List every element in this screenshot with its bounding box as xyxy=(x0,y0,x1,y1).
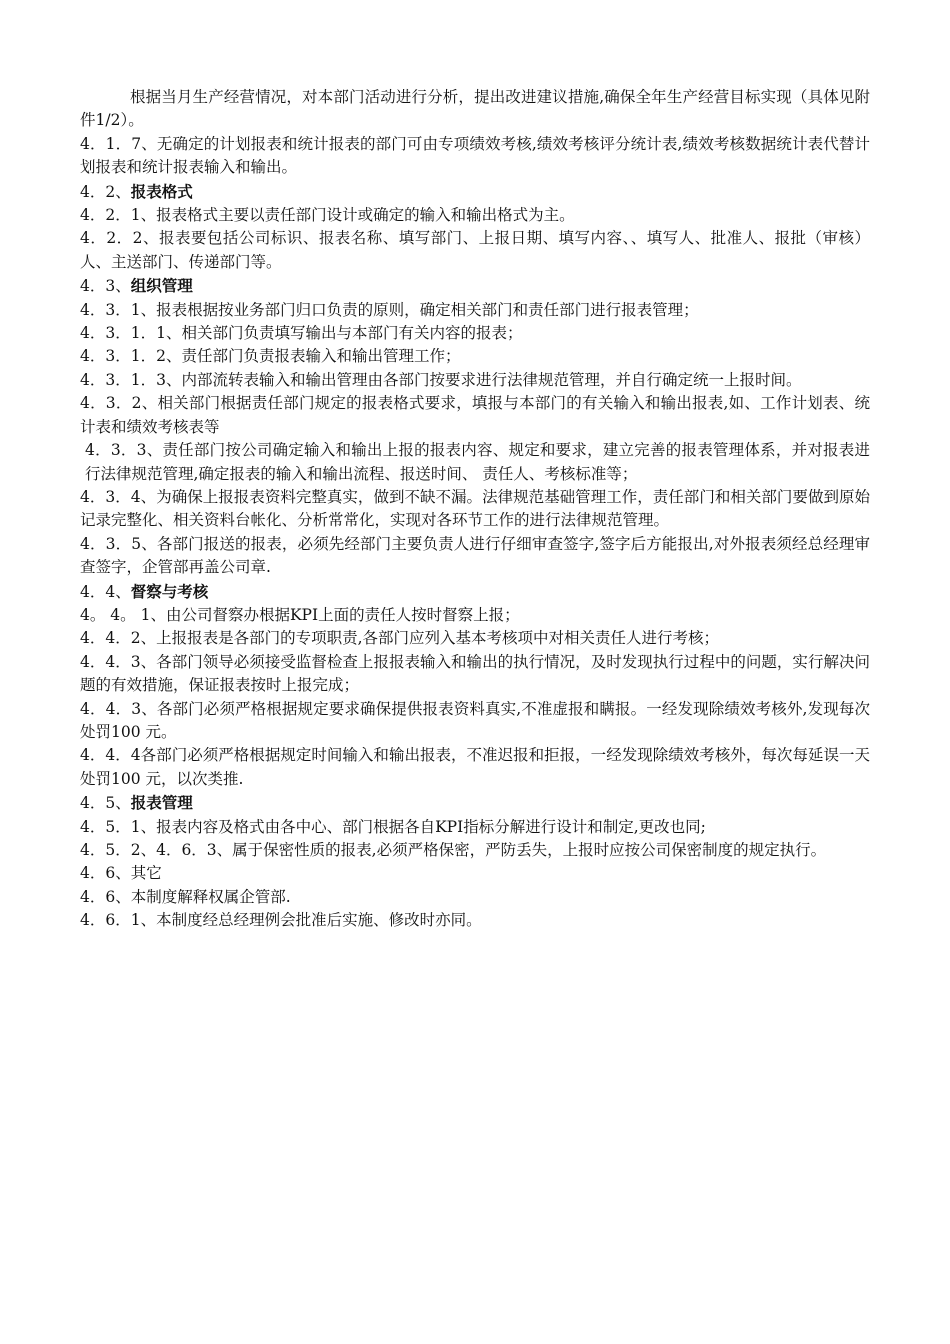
paragraph-text: 各部门报送的报表，必须先经部门主要负责人进行仔细审查签字,签字后方能报出,对外报表须经总经理审查签字，企管部再盖公司章. xyxy=(80,534,870,577)
paragraph xyxy=(80,744,870,791)
paragraph xyxy=(80,533,870,580)
paragraph-number: 4．3．4、 xyxy=(80,487,157,506)
paragraph-number: 4．4．3、 xyxy=(80,652,157,671)
paragraph-number: 4．3．1．3、 xyxy=(80,370,182,389)
paragraph-text: 本制度经总经理例会批准后实施、修改时亦同。 xyxy=(156,911,482,930)
paragraph xyxy=(80,439,870,486)
paragraph-text: 各部门必须严格根据规定要求确保提供报表资料真实,不准虚报和瞒报。一经发现除绩效考核外,发现每次处罚100 元。 xyxy=(80,699,870,741)
section-heading xyxy=(80,274,870,298)
paragraph xyxy=(80,204,870,227)
paragraph xyxy=(80,839,870,862)
paragraph-text: 相关部门根据责任部门规定的报表格式要求，填报与本部门的有关输入和输出报表,如、工作计划表、统计表和绩效考核表等 xyxy=(80,394,870,436)
paragraph xyxy=(80,227,870,274)
paragraph-text: 各部门领导必须接受监督检查上报报表输入和输出的执行情况，及时发现执行过程中的问题，实行解决问题的有效措施，保证报表按时上报完成； xyxy=(80,652,870,695)
paragraph-text: 报表格式主要以责任部门设计或确定的输入和输出格式为主。 xyxy=(156,206,575,225)
paragraph-text: 内部流转表输入和输出管理由各部门按要求进行法律规范管理，并自行确定统一上报时间。 xyxy=(181,370,802,389)
paragraph-number: 4．3．5、 xyxy=(80,534,157,553)
section-title: 组织管理 xyxy=(130,276,193,296)
paragraph-text: 报表内容及格式由各中心、部门根据各自KPI指标分解进行设计和制定,更改也同; xyxy=(156,817,706,836)
paragraph-number: 4．5．2、4．6．3、 xyxy=(80,841,233,859)
paragraph xyxy=(80,299,870,322)
section-heading xyxy=(80,791,870,815)
paragraph-number: 4．3．1．2、 xyxy=(80,347,182,366)
section-title: 报表管理 xyxy=(130,793,193,813)
paragraph xyxy=(80,133,870,180)
paragraph-text: 由公司督察办根据KPI上面的责任人按时督察上报； xyxy=(165,605,520,624)
paragraph xyxy=(80,345,870,368)
paragraph xyxy=(80,322,870,345)
section-number: 4．2、 xyxy=(80,182,131,201)
paragraph xyxy=(80,909,870,932)
paragraph-number: 4．1．7、 xyxy=(80,134,157,153)
paragraph-number: 4．3．2、 xyxy=(80,394,158,413)
paragraph xyxy=(80,886,870,909)
paragraph-number: 4．3．3、 xyxy=(85,441,163,460)
section-number: 4．5、 xyxy=(80,794,131,813)
paragraph-number: 4．6．1、 xyxy=(80,911,157,930)
paragraph xyxy=(80,698,870,745)
paragraph xyxy=(80,862,870,885)
paragraph xyxy=(80,486,870,533)
section-heading xyxy=(80,580,870,604)
paragraph-text: 上报报表是各部门的专项职责,各部门应列入基本考核项中对相关责任人进行考核； xyxy=(156,629,720,648)
paragraph-text: 本制度解释权属企管部. xyxy=(130,887,291,906)
paragraph-text: 责任部门按公司确定输入和输出上报的报表内容、规定和要求，建立完善的报表管理体系，并对报表进行法律规范管理,确定报表的输入和输出流程、报送时间、 责任人、考核标准等； xyxy=(85,441,870,483)
section-title: 督察与考核 xyxy=(130,581,209,601)
paragraph-number: 4．2．1、 xyxy=(80,206,157,225)
document-page xyxy=(80,86,870,933)
paragraph-number: 4。 4。 1、 xyxy=(80,605,166,624)
paragraph-number: 4．4．4 xyxy=(80,746,141,765)
paragraph-text: 相关部门负责填写输出与本部门有关内容的报表； xyxy=(181,324,523,343)
paragraph-text: 责任部门负责报表输入和输出管理工作； xyxy=(181,347,461,366)
paragraph-text: 其它 xyxy=(130,864,162,883)
section-number: 4．3、 xyxy=(80,277,131,296)
paragraph xyxy=(80,369,870,392)
paragraph-number: 4．4．3、 xyxy=(80,699,157,718)
paragraph-number: 4．6、 xyxy=(80,887,131,906)
section-number: 4．4、 xyxy=(80,582,131,601)
paragraph xyxy=(80,816,870,839)
paragraph-text: 各部门必须严格根据规定时间输入和输出报表，不准迟报和拒报，一经发现除绩效考核外，每次每延误一天处罚100 元，以次类推. xyxy=(80,746,870,788)
paragraph-text: 为确保上报报表资料完整真实，做到不缺不漏。法律规范基础管理工作，责任部门和相关部门要做到原始记录完整化、相关资料台帐化、分析常常化，实现对各环节工作的进行法律规范管理。 xyxy=(80,487,870,530)
paragraph-number: 4．6、 xyxy=(80,864,131,883)
paragraph-text: 报表要包括公司标识、报表名称、填写部门、上报日期、填写内容、、填写人、批准人、报批（审核）人、主送部门、传递部门等。 xyxy=(80,229,870,271)
paragraph-number: 4．5．1、 xyxy=(80,817,157,836)
paragraph xyxy=(80,604,870,627)
paragraph xyxy=(80,86,870,133)
paragraph-number: 4．3．1．1、 xyxy=(80,324,182,343)
section-heading xyxy=(80,180,870,204)
paragraph xyxy=(80,627,870,650)
section-title: 报表格式 xyxy=(130,181,193,201)
paragraph xyxy=(80,392,870,439)
paragraph-number: 4．2．2、 xyxy=(80,229,159,248)
paragraph xyxy=(80,651,870,698)
paragraph-text: 报表根据按业务部门归口负责的原则，确定相关部门和责任部门进行报表管理； xyxy=(156,300,699,319)
paragraph-text: 根据当月生产经营情况，对本部门活动进行分析，提出改进建议措施,确保全年生产经营目标实现（具体见附件1/2）。 xyxy=(80,88,870,130)
paragraph-number: 4．3．1、 xyxy=(80,300,157,319)
paragraph-text: 属于保密性质的报表,必须严格保密，严防丢失，上报时应按公司保密制度的规定执行。 xyxy=(232,841,827,859)
paragraph-number: 4．4．2、 xyxy=(80,629,157,648)
paragraph-text: 无确定的计划报表和统计报表的部门可由专项绩效考核,绩效考核评分统计表,绩效考核数据统计表代替计划报表和统计报表输入和输出。 xyxy=(80,134,870,177)
